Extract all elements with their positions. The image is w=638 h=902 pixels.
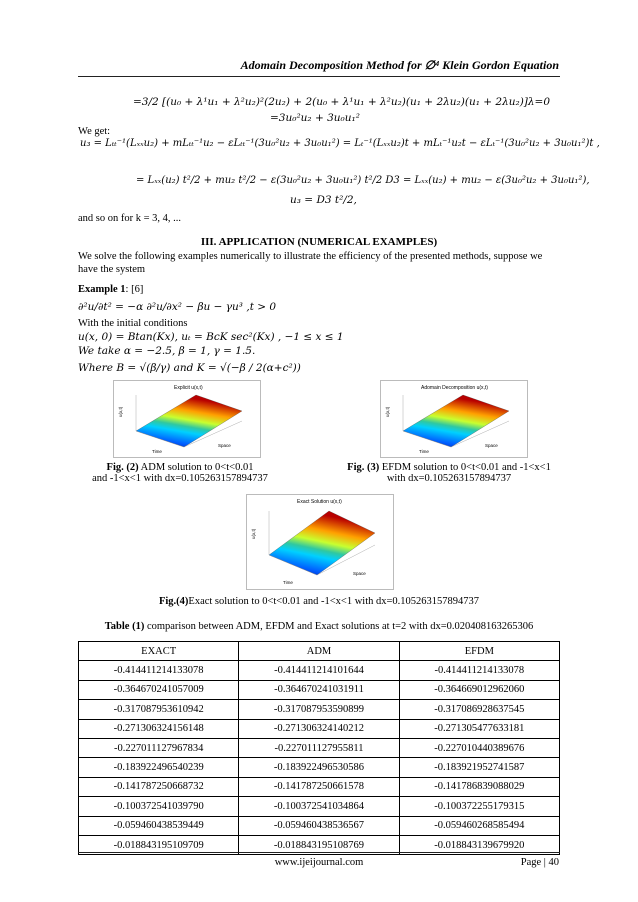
figure-3-time-label: Time [419,449,429,454]
figure-2-caption-line-1 [80,462,280,473]
cell-adm: -0.271306324140212 [239,719,399,738]
cell-efdm: -0.018843139679920 [399,835,559,854]
figure-2-surface-polygon [136,395,242,447]
cell-adm: -0.018843195108769 [239,835,399,854]
figure-4-caption [0,596,638,607]
equation-line-1: =3/2 [(u₀ + λ¹u₁ + λ²u₂)²(2u₂) + 2(u₀ + λ¹u₁ + λ²u₂)(u₁ + 2λu₂)(u₁ + 2λu₂)]λ=0 [133,96,551,108]
cell-efdm: -0.059460268585494 [399,816,559,835]
cell-efdm: -0.183921952741587 [399,758,559,777]
figure-3-plot [380,380,528,458]
section-intro-line-2: have the system [78,264,146,275]
cell-adm: -0.317087953590899 [239,700,399,719]
column-header-efdm: EFDM [399,642,559,661]
cell-efdm: -0.100372255179315 [399,797,559,816]
example-heading [78,284,143,295]
cell-exact: -0.271306324156148 [79,719,239,738]
cell-exact: -0.141787250668732 [79,777,239,796]
cell-adm: -0.100372541034864 [239,797,399,816]
cell-efdm: -0.141786839088029 [399,777,559,796]
figure-4-plot-title: Exact Solution u(x,t) [297,499,342,505]
cell-exact: -0.059460438539449 [79,816,239,835]
figure-4-u-label: u(x,t) [251,528,256,539]
cell-efdm: -0.414411214133078 [399,661,559,680]
figure-4-space-label: Space [353,571,366,576]
cell-efdm: -0.364669012962060 [399,680,559,699]
cell-exact: -0.018843195109709 [79,835,239,854]
figure-2-caption-text: ADM solution to 0<t<0.01 [138,462,254,473]
table-caption-label: Table (1) [104,621,145,632]
we-get-text: We get: [78,126,111,137]
pde-equation: ∂²u/∂t² = −α ∂²u/∂x² − βu − γu³ ,t > 0 [78,301,277,313]
figure-4-surface-polygon [269,511,375,575]
figure-3-caption-text: EFDM solution to 0<t<0.01 and -1<x<1 [379,462,551,473]
parameter-definitions: Where B = √(β/γ) and K = √(−β / 2(α+c²)) [78,362,301,374]
column-header-exact: EXACT [79,642,239,661]
figure-3-caption [344,462,554,484]
table-row [79,816,560,835]
equation-u3: u₃ = Lₜₜ⁻¹(Lₓₓu₂) + mLₜₜ⁻¹u₂ − εLₜₜ⁻¹(3u₀²u₂ + 3u₀u₁²) = Lₜ⁻¹(Lₓₓu₂)t + mLₜ⁻¹u₂t − εLₜ⁻¹(3u₀²u₂ + 3u₀u₁²)t , [80,138,600,149]
cell-exact: -0.317087953610942 [79,700,239,719]
table-row [79,797,560,816]
cell-exact: -0.183922496540239 [79,758,239,777]
equation-u3-d3: u₃ = D3 t²/2, [290,194,357,206]
cell-exact: -0.364670241057009 [79,680,239,699]
figure-2-caption-label: Fig. (2) [106,462,139,473]
parameter-values: We take α = −2.5, β = 1, γ = 1.5. [78,345,256,357]
figure-2-space-label: Space [218,443,231,448]
figure-2-time-label: Time [152,449,162,454]
example-label: Example 1 [78,284,126,295]
figure-4-caption-text: Exact solution to 0<t<0.01 and -1<x<1 with dx=0.105263157894737 [188,596,480,607]
cell-adm: -0.059460438536567 [239,816,399,835]
comparison-table [78,641,560,855]
equation-line-2: =3u₀²u₂ + 3u₀u₁² [270,112,360,124]
figure-3-space-label: Space [485,443,498,448]
table-row [79,738,560,757]
figure-3-surface-polygon [403,395,509,447]
cell-exact: -0.227011127967834 [79,738,239,757]
table-row [79,758,560,777]
running-title: Adomain Decomposition Method for ∅⁴ Klein Gordon Equation [240,58,559,72]
figure-3-surface [381,381,527,457]
equation-d3: = Lₓₓ(u₂) t²/2 + mu₂ t²/2 − ε(3u₀²u₂ + 3u₀u₁²) t²/2 D3 = Lₓₓ(u₂) + mu₂ − ε(3u₀²u₂ + 3u₀u₁²), [136,175,590,186]
section-intro-line-1: We solve the following examples numerically to illustrate the efficiency of the presented methods, suppose we [78,251,543,262]
figure-2-caption-line-2: and -1<x<1 with dx=0.105263157894737 [92,473,268,484]
section-heading: III. APPLICATION (NUMERICAL EXAMPLES) [200,236,438,248]
table-row [79,719,560,738]
figure-2-u-label: u(x,t) [118,406,123,417]
figure-4-surface [247,495,393,589]
figure-2-caption [80,462,280,484]
footer-url[interactable]: www.ijeijournal.com [274,857,364,868]
figure-3-plot-title: Adomain Decomposition u(x,t) [421,385,488,391]
table-row [79,680,560,699]
figure-3-caption-line-2: with dx=0.105263157894737 [386,473,512,484]
table-header-row [79,642,560,661]
figure-4-caption-label: Fig.(4) [158,596,189,607]
cell-efdm: -0.317086928637545 [399,700,559,719]
figure-3-caption-label: Fig. (3) [347,462,380,473]
cell-adm: -0.414411214101644 [239,661,399,680]
figure-4-plot [246,494,394,590]
cell-exact: -0.100372541039790 [79,797,239,816]
and-so-on-text: and so on for k = 3, 4, ... [78,213,182,224]
table-row [79,700,560,719]
figure-2-plot [113,380,261,458]
cell-adm: -0.227011127955811 [239,738,399,757]
cell-efdm: -0.271305477633181 [399,719,559,738]
table-caption-text: comparison between ADM, EFDM and Exact solutions at t=2 with dx=0.020408163265306 [144,621,534,632]
header-rule [78,76,560,77]
initial-conditions-equation: u(x, 0) = Btan(Kx), uₜ = BcK sec²(Kx) , −1 ≤ x ≤ 1 [78,331,344,343]
example-reference: : [6] [125,284,144,295]
table-caption [0,621,638,632]
column-header-adm: ADM [239,642,399,661]
figure-3-caption-line-1 [344,462,554,473]
figure-3-u-label: u(x,t) [385,406,390,417]
figure-4-time-label: Time [283,580,293,585]
table-row [79,777,560,796]
cell-exact: -0.414411214133078 [79,661,239,680]
footer-rule [78,852,560,853]
initial-conditions-text: With the initial conditions [78,318,188,329]
figure-2-surface [114,381,260,457]
cell-adm: -0.141787250661578 [239,777,399,796]
cell-efdm: -0.227010440389676 [399,738,559,757]
figure-2-plot-title: Explicit u(x,t) [174,385,203,391]
table-row [79,661,560,680]
cell-adm: -0.183922496530586 [239,758,399,777]
cell-adm: -0.364670241031911 [239,680,399,699]
page-number: Page | 40 [520,857,559,868]
